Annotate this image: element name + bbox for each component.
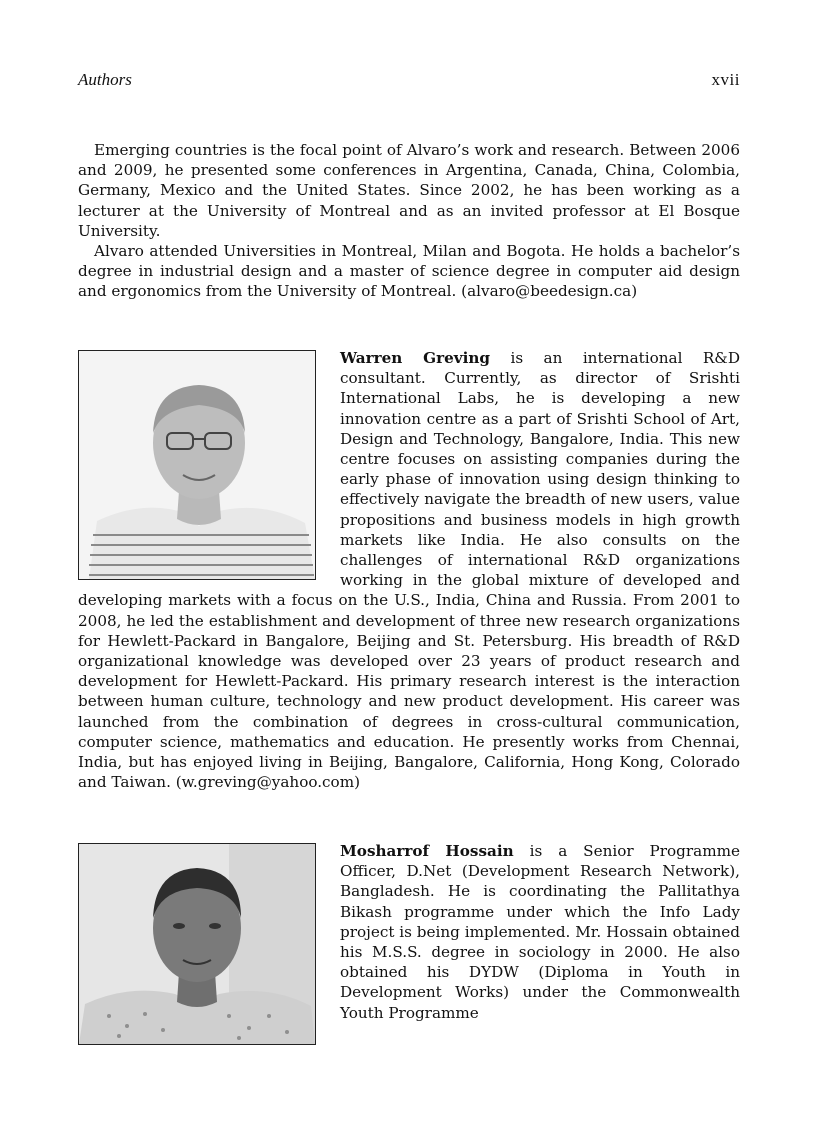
intro-paragraph: Emerging countries is the focal point of Alvaro’s work and research. Between 2006 and 2009, he presented some conferences in Argentina, Canada, China, Colombia, Germany, Mexico and the United States. Since 2002, he has been working as a lecturer at the University of Montreal and as an invited professor at El Bosque University. [78, 141, 740, 240]
author-photo-mosharrof-hossain [78, 843, 316, 1045]
intro-block [78, 140, 740, 302]
section-title: Authors [78, 70, 132, 89]
author-name: Mosharrof Hossain [340, 842, 514, 860]
portrait-image [79, 351, 315, 579]
bio-body: is an international R&D consultant. Currently, as director of Srishti International Labs, he is developing a new innovation centre as a part of Srishti School of Art, Design and Technology, Bangalore, India. This new centre focuses on assisting companies during the early phase of innovation using design thinking to effectively navigate the breadth of new users, value propositions and business models in high growth markets like India. He also consults on the challenges of international R&D organizations working in the global mixture of developed and developing markets with a focus on the U.S., India, China and Russia. From 2001 to 2008, he led the establishment and development of three new research organizations for Hewlett-Packard in Bangalore, Beijing and St. Petersburg. His breadth of R&D organizational knowledge was developed over 23 years of product research and development for Hewlett-Packard. His primary research interest is the interaction between human culture, technology and new product development. His career was launched from the combination of degrees in cross-cultural communication, computer science, mathematics and education. He presently works from Chennai, India, but has enjoyed living in Beijing, Bangalore, California, Hong Kong, Colorado and Taiwan. (w.greving@yahoo.com) [78, 349, 740, 792]
bio-warren-greving [78, 348, 740, 792]
bio-mosharrof-hossain [78, 841, 740, 1049]
bio-body: is a Senior Programme Officer, D.Net (Development Research Network), Bangladesh. He is coordinating the Pallitathya Bikash programme under which the Info Lady project is being implemented. Mr. Hossain obtained his M.S.S. degree in sociology in 2000. He also obtained his DYDW (Diploma in Youth in Development Works) under the Commonwealth Youth Programme [340, 842, 740, 1022]
author-photo-warren-greving [78, 350, 316, 580]
running-head [78, 70, 740, 92]
intro-paragraph: Alvaro attended Universities in Montreal, Milan and Bogota. He holds a bachelor’s degree in industrial design and a master of science degree in computer aid design and ergonomics from the University of Montreal. (alvaro@beedesign.ca) [78, 242, 740, 301]
portrait-image [79, 844, 315, 1044]
page-number: xvii [711, 70, 740, 89]
author-name: Warren Greving [340, 349, 491, 367]
